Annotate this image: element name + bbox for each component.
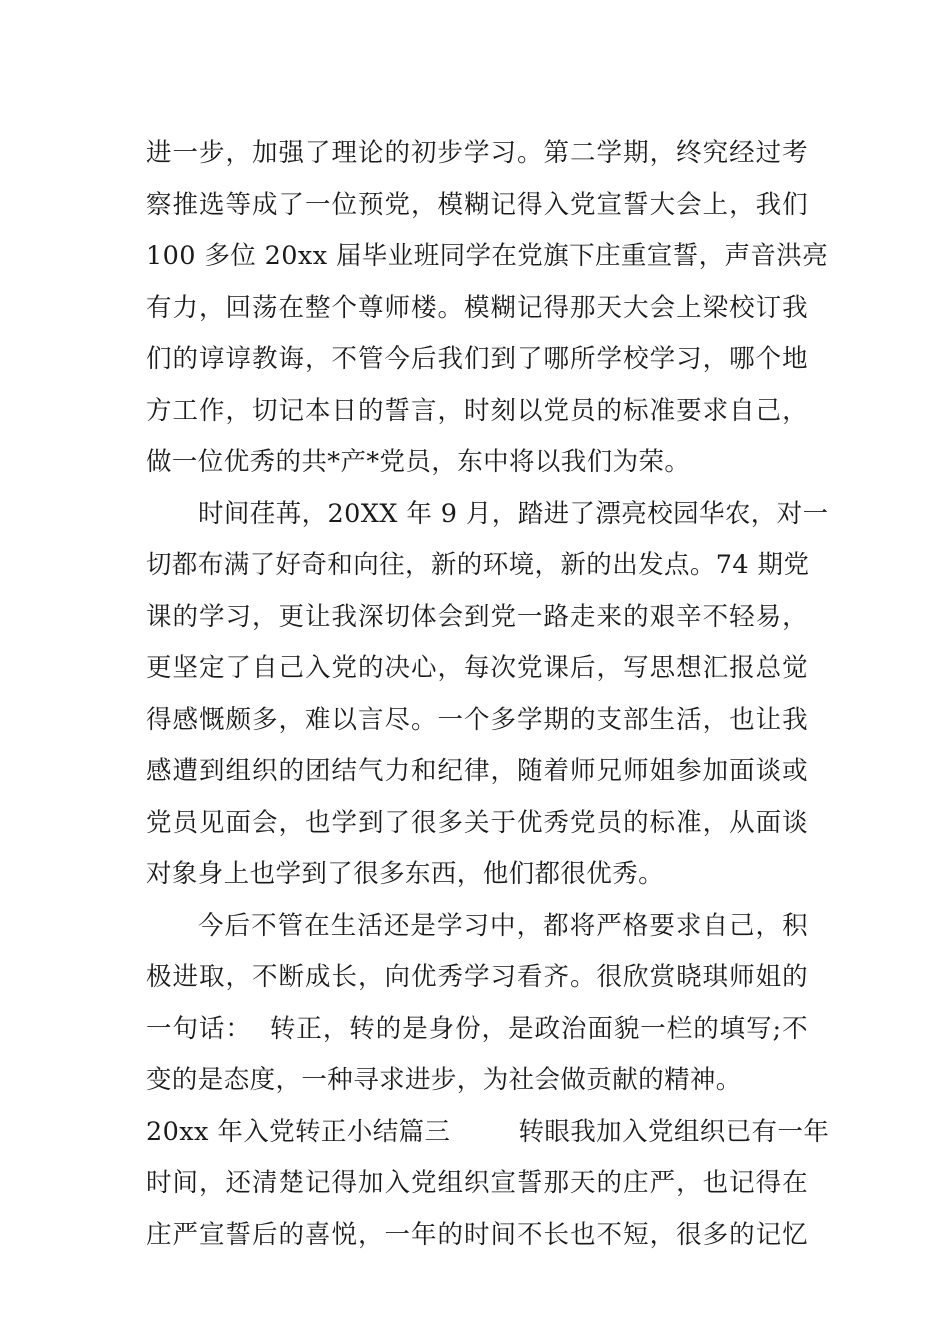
text-line: 时间，还清楚记得加入党组织宣誓那天的庄严，也记得在: [146, 1168, 808, 1198]
section-heading-line: 20xx 年入党转正小结篇三 转眼我加入党组织已有一年: [146, 1116, 830, 1147]
paragraph-first-line: 今后不管在生活还是学习中，都将严格要求自己，积: [198, 910, 808, 941]
text-line: 极进取，不断成长，向优秀学习看齐。很欣赏晓琪师姐的: [146, 962, 808, 992]
text-line: 察推选等成了一位预党，模糊记得入党宣誓大会上，我们: [146, 189, 808, 220]
body-text: [146, 128, 830, 1261]
text-line: 得感慨颇多，难以言尽。一个多学期的支部生活，也让我: [146, 704, 808, 735]
text-line: 进一步，加强了理论的初步学习。第二学期，终究经过考: [146, 138, 808, 168]
text-line: 100 多位 20xx 届毕业班同学在党旗下庄重宣誓，声音洪亮: [146, 241, 829, 271]
text-line: 方工作，切记本日的誓言，时刻以党员的标准要求自己，: [146, 395, 808, 426]
text-line: 切都布满了好奇和向往，新的环境，新的出发点。74 期党: [146, 550, 810, 580]
text-line: 变的是态度，一种寻求进步，为社会做贡献的精神。: [146, 1065, 742, 1095]
text-line: 课的学习，更让我深切体会到党一路走来的艰辛不轻易，: [146, 601, 808, 632]
paragraph-first-line: 时间荏苒，20XX 年 9 月，踏进了漂亮校园华农，对一: [198, 498, 829, 529]
text-line: 党员见面会，也学到了很多关于优秀党员的标准，从面谈: [146, 807, 808, 838]
text-line: 庄严宣誓后的喜悦，一年的时间不长也不短，很多的记忆: [146, 1219, 808, 1250]
text-line: 一句话： 转正，转的是身份，是政治面貌一栏的填写;不: [146, 1013, 808, 1044]
text-line: 更坚定了自己入党的决心，每次党课后，写思想汇报总觉: [146, 653, 808, 683]
text-line: 感遭到组织的团结气力和纪律，随着师兄师姐参加面谈或: [146, 756, 808, 786]
text-line: 做一位优秀的共*产*党员，东中将以我们为荣。: [146, 447, 691, 477]
text-line: 对象身上也学到了很多东西，他们都很优秀。: [146, 859, 665, 889]
text-line: 们的谆谆教诲，不管今后我们到了哪所学校学习，哪个地: [146, 344, 808, 374]
text-line: 有力，回荡在整个尊师楼。模糊记得那天大会上梁校订我: [146, 292, 808, 323]
